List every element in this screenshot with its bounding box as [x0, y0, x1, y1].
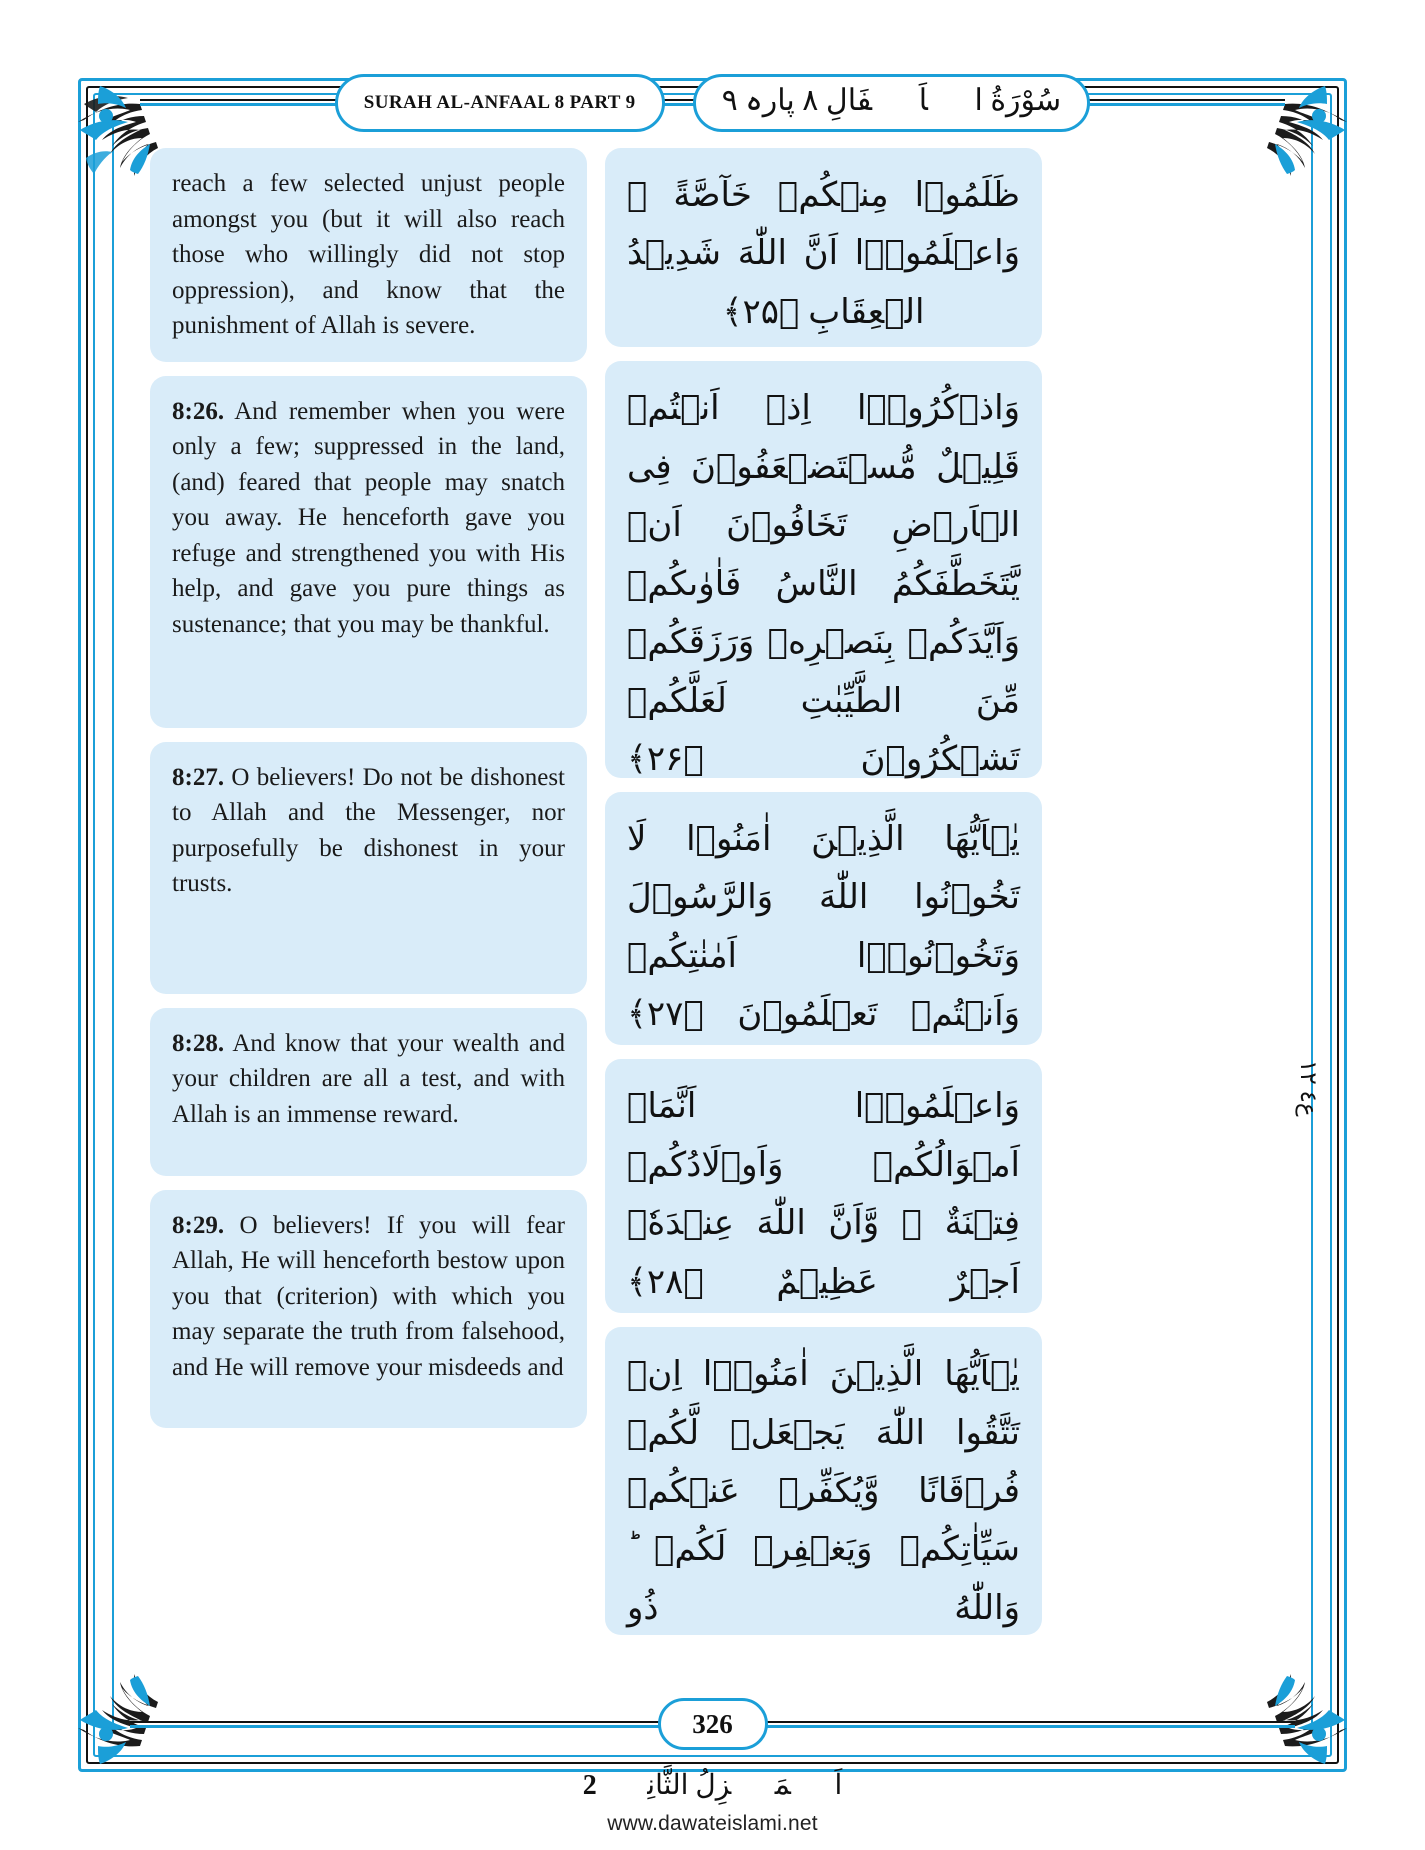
verse-text-arabic: یٰۤاَیُّهَا الَّذِیۡنَ اٰمَنُوۡۤا اِنۡ تَتَّقُوا اللّٰهَ یَجۡعَلۡ لَّكُمۡ فُرۡقَانًا وَّیُكَفِّرۡ عَنۡكُمۡ سَیِّاٰتِكُمۡ وَیَغۡفِرۡ لَكُمۡ ؕ وَاللّٰهُ ذُو [627, 1354, 1020, 1628]
verse-text-arabic: ظَلَمُوۡا مِنۡكُمۡ خَآصَّةً ۚ وَاعۡلَمُوۡۤا اَنَّ اللّٰهَ شَدِیۡدُ الۡعِقَابِ ﴿۲۵﴾ [627, 175, 1020, 332]
verse-text-english [172, 166, 565, 344]
surah-title-arabic: سُوْرَةُ الۡاَنۡفَالِ ٨ پارہ ٩ [721, 84, 1062, 117]
verse-text-english [172, 760, 565, 902]
verse-body: And remember when you were only a few; suppressed in the land, (and) feared that people may snatch you away. He henceforth gave you refuge and strengthened you with His help, and gave you pure things as sustenance; that you may be thankful. [172, 397, 566, 638]
verse-body: reach a few selected unjust people amongst you (but it will also reach those who willingly did not stop oppression), and know that the punishment of Allah is severe. [172, 170, 565, 339]
ruku-side-marker: ع٤ ١٢ [1296, 1060, 1321, 1117]
manzil-text: اَلۡمَنۡزِلُ الثَّانِیۡ [603, 1770, 843, 1801]
arabic-text-column [605, 148, 1042, 1635]
verse-body: O believers! If you will fear Allah, He will henceforth bestow upon you that (criterion) with which you may separate the truth from falsehood, and He will remove your misdeeds and [172, 1211, 566, 1381]
surah-title-english: SURAH AL-ANFAAL 8 PART 9 [363, 92, 636, 113]
verse-text-english [172, 1208, 565, 1386]
verse-body: O believers! Do not be dishonest to Allah and the Messenger, nor purposefully be dishonest in your trusts. [172, 763, 566, 897]
verse-number: 8:26. [172, 397, 225, 425]
page-number-badge: 326 [658, 1698, 768, 1750]
verse-grid [150, 148, 1275, 1635]
manzil-number: 2 [582, 1770, 597, 1801]
vertical-rule-right [1311, 120, 1313, 1730]
verse-block-arabic [605, 148, 1042, 347]
verse-number: 8:28. [172, 1029, 225, 1057]
verse-number: 8:29. [172, 1211, 225, 1239]
verse-text-english [172, 1026, 565, 1133]
header-cartouche-arabic [693, 74, 1091, 132]
verse-number: 8:27. [172, 763, 225, 791]
verse-block-arabic [605, 1059, 1042, 1313]
verse-body: And know that your wealth and your children are all a test, and with Allah is an immense reward. [172, 1029, 566, 1128]
page-footer [100, 1694, 1325, 1754]
vertical-rule-left [112, 120, 114, 1730]
manzil-label [0, 1768, 1425, 1802]
verse-block-english [150, 1190, 587, 1428]
page-header [100, 72, 1325, 134]
verse-text-arabic: وَاعۡلَمُوۡۤا اَنَّمَاۤ اَمۡوَالُكُمۡ وَاَوۡلَادُكُمۡ فِتۡنَةٌ ۙ وَّاَنَّ اللّٰهَ عِنۡدَهٗۤ اَجۡرٌ عَظِیۡمٌ ﴿۲۸﴾ [627, 1086, 1020, 1302]
verse-block-arabic [605, 361, 1042, 778]
verse-block-arabic [605, 792, 1042, 1046]
website-url: www.dawateislami.net [607, 1812, 818, 1835]
verse-block-arabic [605, 1327, 1042, 1635]
verse-text-english [172, 394, 565, 643]
verse-block-english [150, 1008, 587, 1176]
verse-block-english [150, 376, 587, 728]
header-cartouche-english [335, 74, 665, 132]
english-translation-column [150, 148, 587, 1635]
verse-block-english [150, 742, 587, 994]
verse-text-arabic: وَاذۡكُرُوۡۤا اِذۡ اَنۡتُمۡ قَلِیۡلٌ مُّسۡتَضۡعَفُوۡنَ فِی الۡاَرۡضِ تَخَافُوۡنَ اَنۡ یَّتَخَطَّفَكُمُ النَّاسُ فَاٰوٰىكُمۡ وَاَیَّدَكُمۡ بِنَصۡرِهٖ وَرَزَقَكُمۡ مِّنَ الطَّیِّبٰتِ لَعَلَّكُمۡ تَشۡكُرُوۡنَ ﴿۲۶﴾ [627, 388, 1020, 779]
verse-text-arabic: یٰۤاَیُّهَا الَّذِیۡنَ اٰمَنُوۡا لَا تَخُوۡنُوا اللّٰهَ وَالرَّسُوۡلَ وَتَخُوۡنُوۡۤا اَمٰنٰتِكُمۡ وَاَنۡتُمۡ تَعۡلَمُوۡنَ ﴿۲۷﴾ [627, 818, 1020, 1035]
verse-block-english [150, 148, 587, 362]
